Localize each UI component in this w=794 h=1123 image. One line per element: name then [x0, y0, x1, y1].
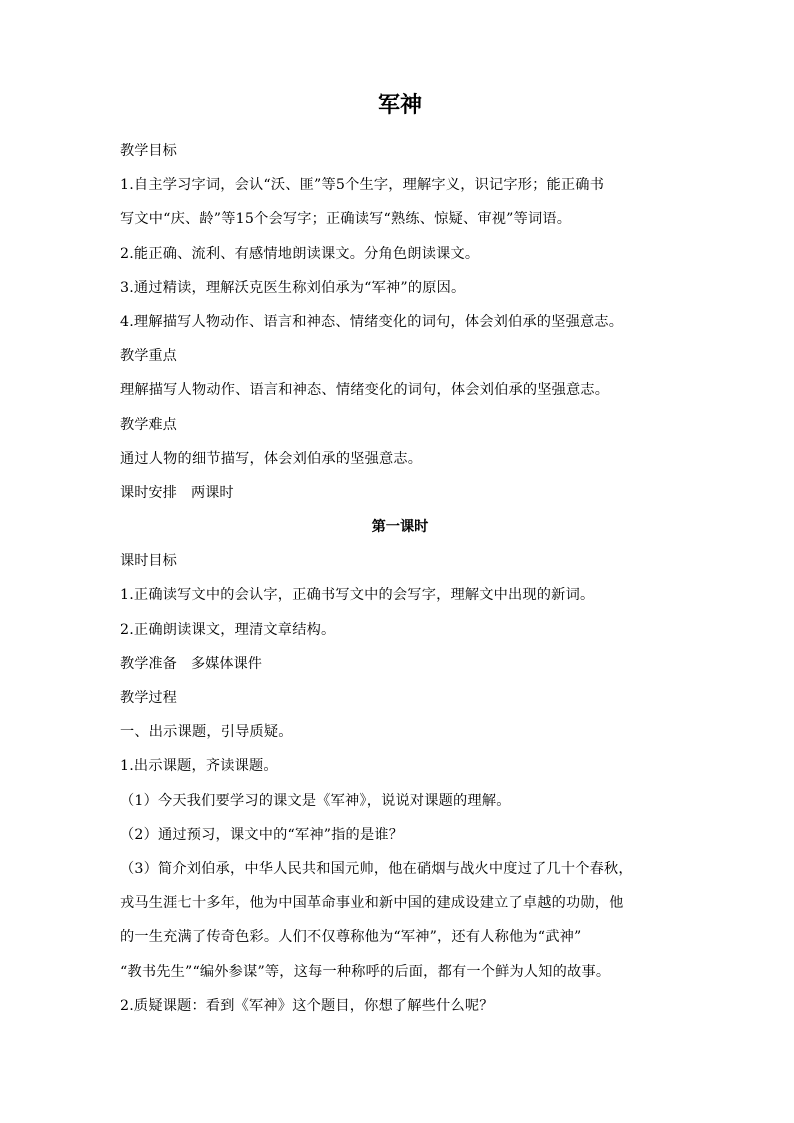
process-item-1: （1）今天我们要学习的课文是《军神》，说说对课题的理解。: [120, 792, 511, 809]
goal-1-line-2: 写文中“庆、龄”等15个会写字；正确读写“熟练、惊疑、审视”等词语。: [120, 211, 572, 228]
process-item-3-line-4: “教书先生”“编外参谋”等，这每一种称呼的后面，都有一个鲜为人知的故事。: [120, 963, 611, 980]
goal-1-line-1: 1.自主学习字词，会认“沃、匪”等5个生字，理解字义，识记字形；能正确书: [120, 177, 605, 194]
process-step-1-1: 1.出示课题，齐读课题。: [120, 758, 278, 775]
section-heading-process: 教学过程: [120, 690, 177, 706]
process-step-1: 一、出示课题，引导质疑。: [120, 724, 293, 741]
difficulties-text: 通过人物的细节描写，体会刘伯承的坚强意志。: [120, 450, 423, 467]
process-step-1-2: 2.质疑课题：看到《军神》这个题目，你想了解些什么呢？: [120, 997, 494, 1014]
lesson-goal-2: 2.正确朗读课文，理清文章结构。: [120, 621, 336, 638]
process-item-2: （2）通过预习，课文中的“军神”指的是谁？: [120, 826, 404, 843]
section-heading-difficulties: 教学难点: [120, 416, 177, 433]
schedule-line: 课时安排 两课时: [120, 484, 234, 501]
lesson-goal-1: 1.正确读写文中的会认字，正确书写文中的会写字，理解文中出现的新词。: [120, 587, 595, 604]
process-item-3-line-2: 戎马生涯七十多年，他为中国革命事业和新中国的建成设建立了卓越的功勋，他: [120, 895, 624, 912]
goal-2: 2.能正确、流利、有感情地朗读课文。分角色朗读课文。: [120, 245, 480, 262]
preparation-line: 教学准备 多媒体课件: [120, 655, 262, 672]
goal-3: 3.通过精读，理解沃克医生称刘伯承为“军神”的原因。: [120, 279, 466, 296]
lesson-one-heading: 第一课时: [371, 519, 429, 536]
goal-4: 4.理解描写人物动作、语言和神态、情绪变化的词句，体会刘伯承的坚强意志。: [120, 313, 624, 330]
document-body: [120, 88, 680, 1023]
process-item-3-line-1: （3）简介刘伯承，中华人民共和国元帅，他在硝烟与战火中度过了几十个春秋，: [120, 860, 633, 877]
process-item-3-line-3: 的一生充满了传奇色彩。人们不仅尊称他为“军神”，还有人称他为“武神”: [120, 929, 582, 946]
page-title: 军神: [377, 93, 422, 118]
section-heading-teaching-goals: 教学目标: [120, 143, 177, 159]
section-heading-lesson-goals: 课时目标: [120, 553, 177, 570]
section-heading-key-points: 教学重点: [120, 348, 177, 365]
key-points-text: 理解描写人物动作、语言和神态、情绪变化的词句，体会刘伯承的坚强意志。: [120, 382, 610, 399]
